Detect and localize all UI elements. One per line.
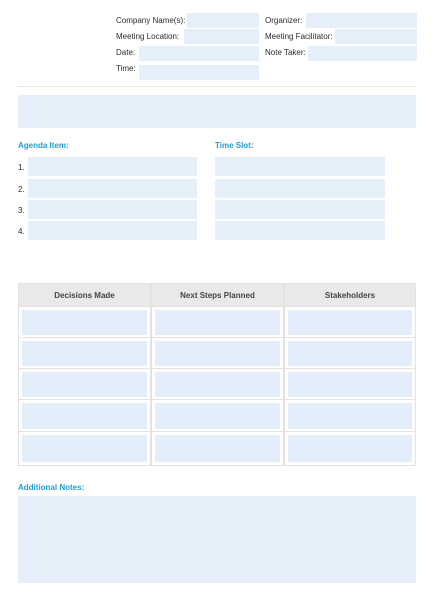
next-step-field[interactable] (155, 341, 280, 366)
agenda-item-field-2[interactable] (28, 179, 197, 198)
table-cell (152, 307, 283, 337)
meeting-location-field[interactable] (184, 29, 259, 44)
meeting-facilitator-label: Meeting Facilitator: (265, 32, 333, 41)
stakeholder-field[interactable] (288, 310, 412, 335)
agenda-item-field-1[interactable] (28, 157, 197, 176)
table-cell (285, 400, 415, 431)
decision-field[interactable] (22, 403, 147, 429)
table-cell (19, 369, 150, 399)
note-taker-label: Note Taker: (265, 48, 306, 57)
date-field[interactable] (139, 46, 259, 61)
date-label: Date: (116, 48, 136, 57)
agenda-row-number: 4. (18, 227, 25, 236)
decision-field[interactable] (22, 435, 147, 462)
column-header-decisions: Decisions Made (19, 284, 150, 306)
column-header-next-steps: Next Steps Planned (152, 284, 283, 306)
table-cell (19, 338, 150, 368)
table-cell (285, 369, 415, 399)
table-cell (152, 338, 283, 368)
table-cell (152, 432, 283, 465)
organizer-label: Organizer: (265, 16, 303, 25)
table-cell (19, 432, 150, 465)
summary-field[interactable] (18, 95, 416, 128)
header-divider (18, 86, 416, 87)
table-cell (19, 400, 150, 431)
time-slot-field-1[interactable] (215, 157, 385, 176)
table-cell (285, 432, 415, 465)
meeting-location-label: Meeting Location: (116, 32, 180, 41)
company-name-field[interactable] (187, 13, 259, 28)
time-label: Time: (116, 64, 136, 73)
agenda-item-heading: Agenda Item: (18, 141, 69, 150)
organizer-field[interactable] (306, 13, 417, 28)
note-taker-field[interactable] (308, 46, 417, 61)
next-step-field[interactable] (155, 372, 280, 397)
decision-field[interactable] (22, 372, 147, 397)
decisions-table (18, 283, 416, 466)
table-cell (152, 369, 283, 399)
table-cell (152, 400, 283, 431)
stakeholder-field[interactable] (288, 435, 412, 462)
stakeholder-field[interactable] (288, 403, 412, 429)
time-slot-heading: Time Slot: (215, 141, 254, 150)
time-slot-field-3[interactable] (215, 200, 385, 219)
time-field[interactable] (139, 65, 259, 80)
additional-notes-field[interactable] (18, 496, 416, 583)
decision-field[interactable] (22, 310, 147, 335)
time-slot-field-4[interactable] (215, 221, 385, 240)
agenda-row-number: 3. (18, 206, 25, 215)
stakeholder-field[interactable] (288, 341, 412, 366)
agenda-row-number: 1. (18, 163, 25, 172)
table-cell (285, 307, 415, 337)
column-header-stakeholders: Stakeholders (285, 284, 415, 306)
decision-field[interactable] (22, 341, 147, 366)
stakeholder-field[interactable] (288, 372, 412, 397)
time-slot-field-2[interactable] (215, 179, 385, 198)
table-cell (285, 338, 415, 368)
agenda-item-field-3[interactable] (28, 200, 197, 219)
next-step-field[interactable] (155, 403, 280, 429)
meeting-facilitator-field[interactable] (335, 29, 417, 44)
company-name-label: Company Name(s): (116, 16, 186, 25)
next-step-field[interactable] (155, 310, 280, 335)
agenda-item-field-4[interactable] (28, 221, 197, 240)
additional-notes-heading: Additional Notes: (18, 483, 85, 492)
table-cell (19, 307, 150, 337)
next-step-field[interactable] (155, 435, 280, 462)
agenda-row-number: 2. (18, 185, 25, 194)
